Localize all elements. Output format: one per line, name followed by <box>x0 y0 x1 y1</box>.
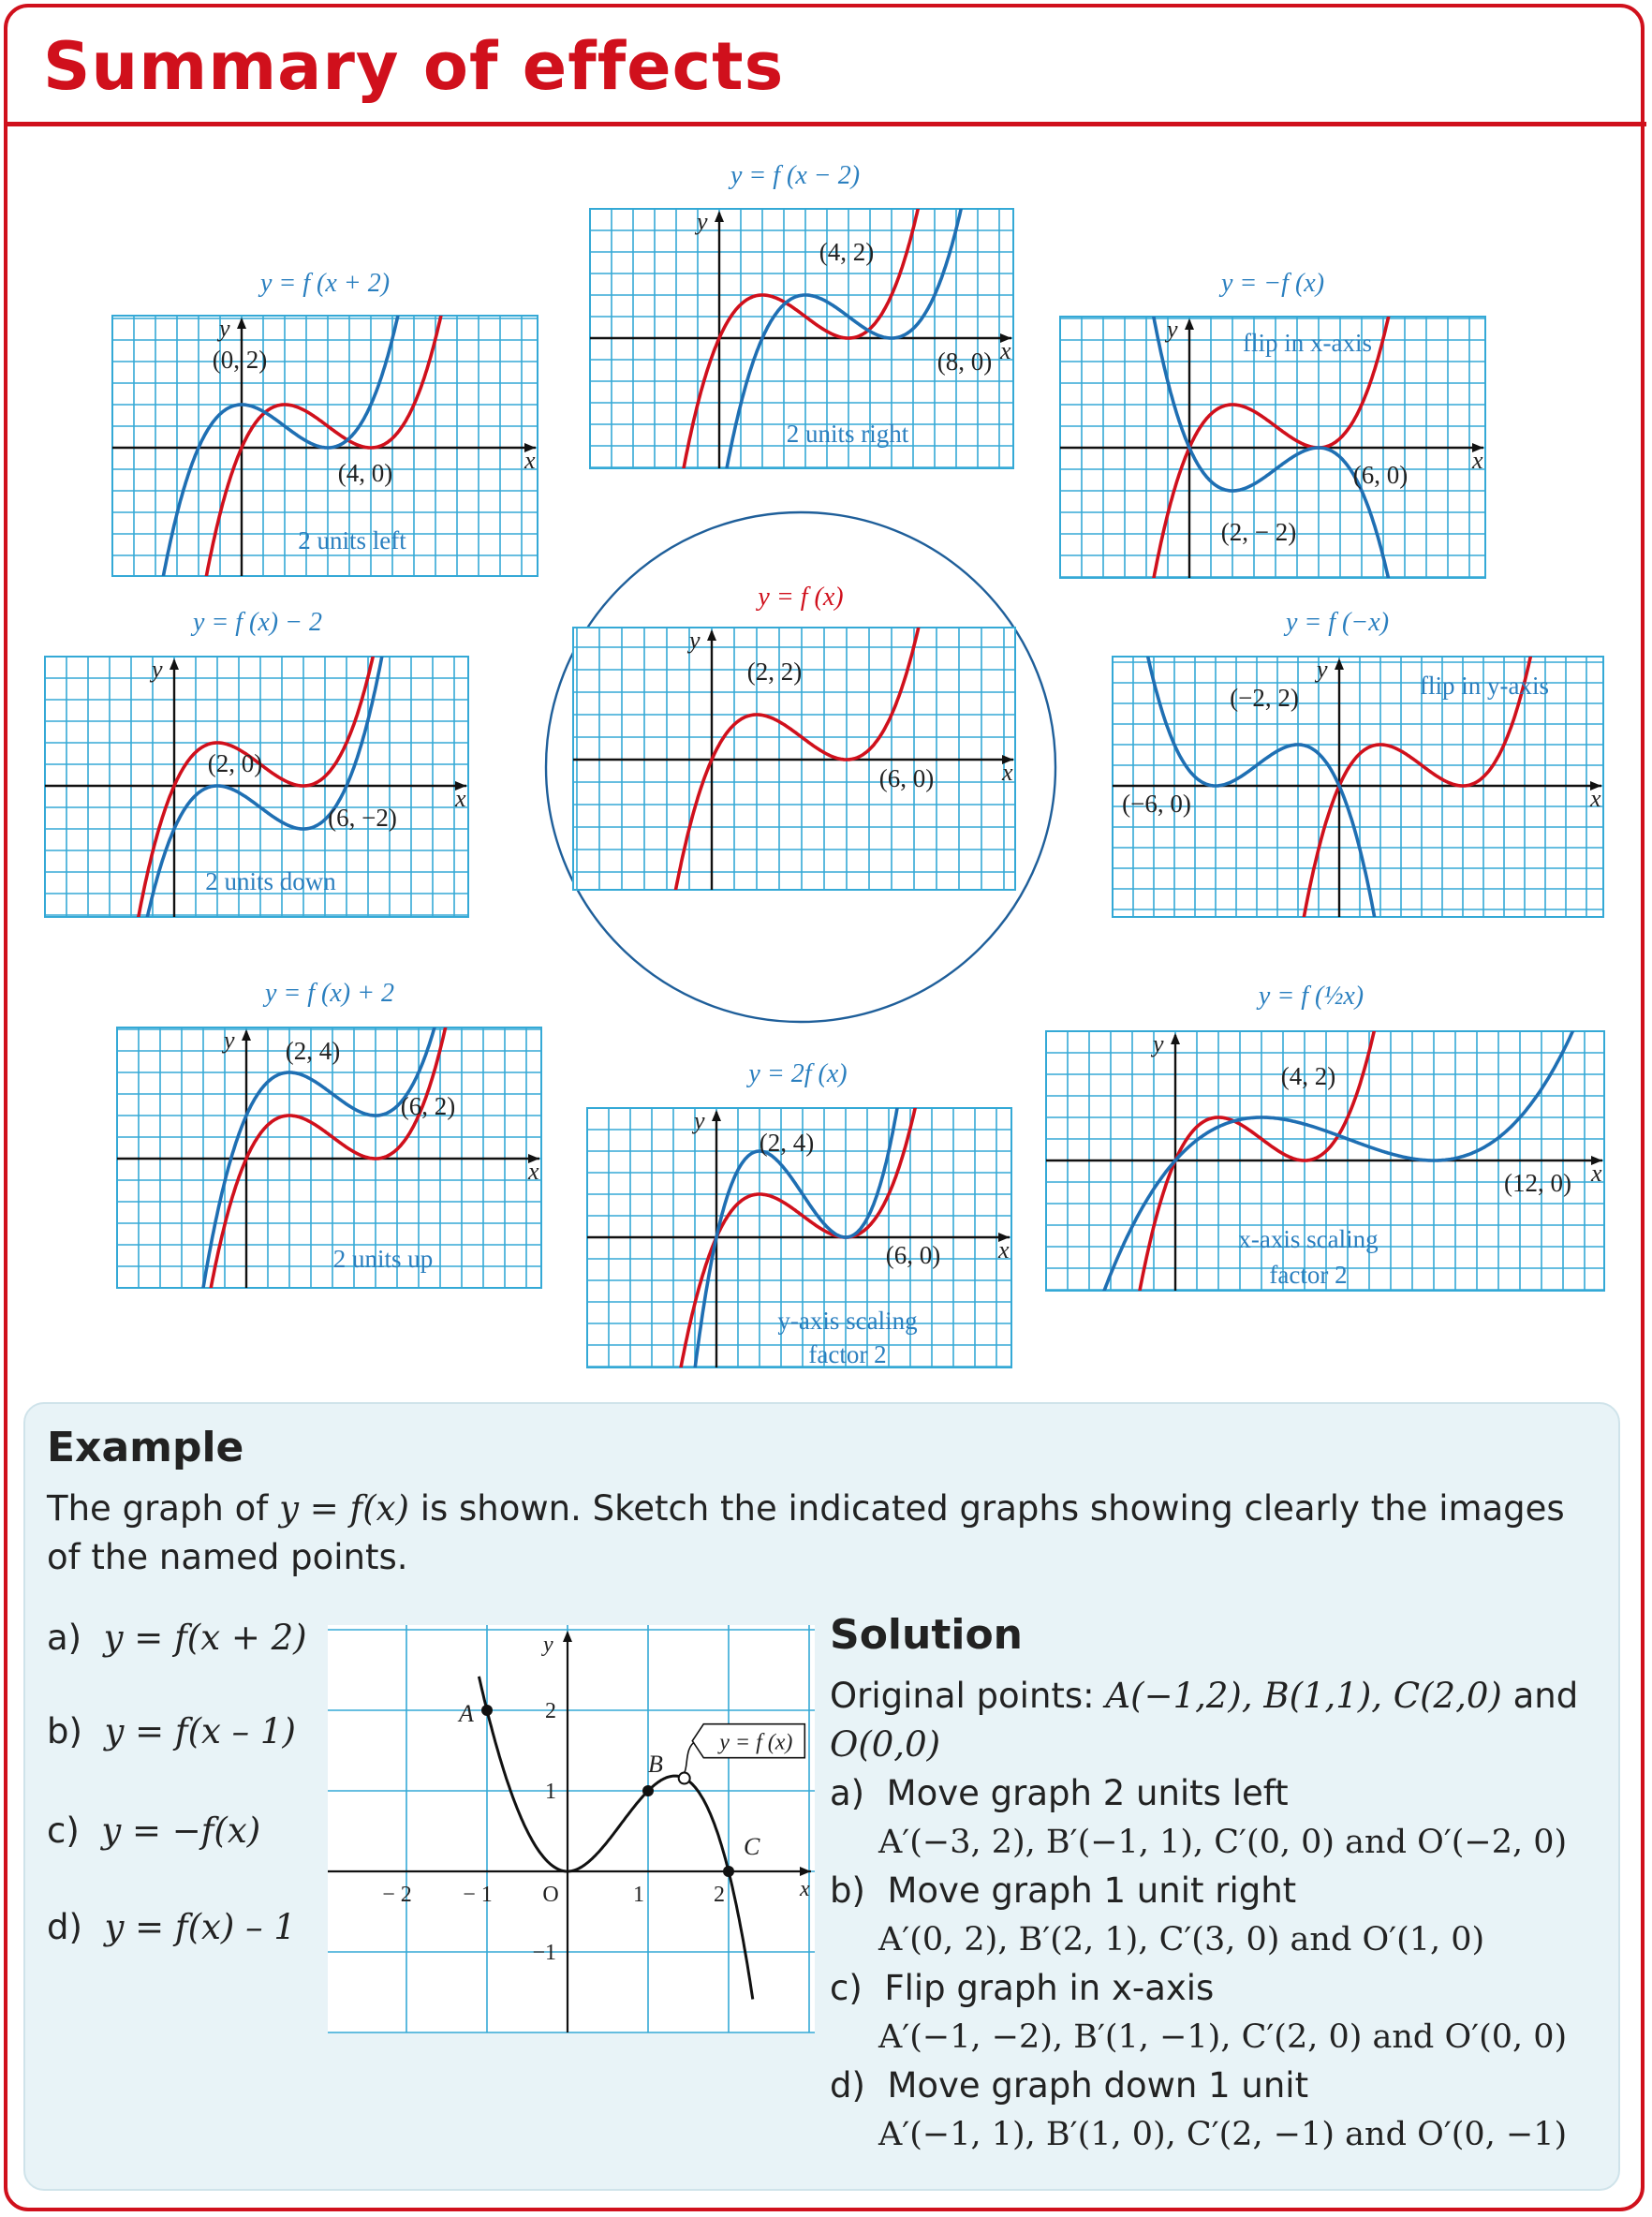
y-axis-label: y <box>1317 656 1328 683</box>
point-label: (12, 0) <box>1504 1169 1571 1197</box>
step-label: c) <box>830 1968 863 2008</box>
point-label: (6, −2) <box>328 804 397 832</box>
effect-note: flip in y-axis <box>1420 672 1549 700</box>
example-text-a: The graph of <box>47 1488 280 1529</box>
part-label: d) <box>47 1907 82 1947</box>
y-axis-label: y <box>694 1107 705 1134</box>
point-label: (6, 2) <box>400 1092 456 1120</box>
part-equation: y = f(x + 2) <box>103 1618 307 1658</box>
x-axis-label: x <box>524 447 536 474</box>
point-label: (−6, 0) <box>1122 790 1191 818</box>
step-text: Move graph 2 units left <box>886 1773 1289 1813</box>
solution-intro-text: Original points: <box>830 1676 1106 1716</box>
step-text: Move graph 1 unit right <box>887 1870 1297 1911</box>
label-anchor <box>679 1773 690 1784</box>
effect-note: x-axis scaling <box>1238 1225 1379 1253</box>
example-text-eq: y = f(x) <box>279 1488 409 1529</box>
point-label: (2, 2) <box>746 658 803 686</box>
step-label: b) <box>830 1870 865 1911</box>
part-equation: y = −f(x) <box>101 1811 261 1851</box>
y-tick-label: 1 <box>545 1780 556 1804</box>
y-axis-label: y <box>689 627 701 654</box>
solution-step <box>830 2062 1635 2110</box>
part-label: c) <box>47 1811 80 1851</box>
x-axis-label: x <box>1591 1160 1602 1187</box>
x-axis-label: x <box>1002 759 1013 786</box>
effect-note: y-axis scaling <box>777 1307 918 1335</box>
x-tick-label: O <box>542 1883 559 1907</box>
x-axis-label: x <box>998 1236 1010 1264</box>
solution-step <box>830 1964 1635 2013</box>
page-title: Summary of effects <box>43 28 785 105</box>
part-label: a) <box>47 1618 82 1658</box>
y-axis-label: y <box>152 656 163 683</box>
point-label: (4, 0) <box>337 459 393 487</box>
graph-paper <box>328 1625 815 2032</box>
part-label: b) <box>47 1711 82 1751</box>
example-text-b: is shown. Sketch the indicated graphs showing clearly the images of the named points. <box>47 1488 1565 1577</box>
panel-caption: y = f (½x) <box>1258 982 1364 1011</box>
x-axis-label: x <box>455 785 466 812</box>
example-title: Example <box>47 1424 244 1471</box>
point-label: (−2, 2) <box>1230 684 1299 712</box>
y-axis-label: y <box>543 1633 553 1657</box>
point-label: (2, 0) <box>207 749 263 777</box>
part-equation: y = f(x) – 1 <box>104 1907 296 1947</box>
effect-note: 2 units left <box>298 526 406 554</box>
x-tick-label: 1 <box>633 1883 644 1907</box>
point-label: (4, 2) <box>819 238 875 266</box>
panel-caption: y = f (x + 2) <box>259 269 391 298</box>
y-axis-label: y <box>224 1027 235 1054</box>
x-tick-label: − 1 <box>463 1883 493 1907</box>
solution-intro-points: A(−1,2), B(1,1), C(2,0) <box>1105 1676 1502 1716</box>
y-tick-label: −1 <box>532 1941 556 1965</box>
effect-note: 2 units right <box>786 420 909 448</box>
point-label: (2, − 2) <box>1220 518 1297 546</box>
point-label: (6, 0) <box>878 764 935 792</box>
solution-body <box>830 1672 1635 2159</box>
part-c <box>47 1811 260 1851</box>
panel-caption: y = f (x) <box>758 583 844 612</box>
point-label: (8, 0) <box>937 347 993 376</box>
point-label: (0, 2) <box>212 346 268 374</box>
x-axis-label: x <box>1000 337 1011 364</box>
step-points: A′(−1, 1), B′(1, 0), C′(2, −1) and O′(0, −1) <box>878 2116 1568 2153</box>
step-text: Move graph down 1 unit <box>887 2065 1309 2106</box>
effect-note: factor 2 <box>808 1340 887 1368</box>
y-tick-label: 2 <box>545 1699 556 1723</box>
point-label: (6, 0) <box>885 1241 941 1269</box>
point-label: (6, 0) <box>1352 461 1409 489</box>
point-label: (2, 4) <box>759 1129 815 1157</box>
example-graph <box>318 1625 824 2037</box>
point-label: C <box>744 1833 760 1860</box>
x-axis-label: x <box>528 1158 539 1185</box>
effect-note: 2 units down <box>205 867 336 895</box>
point-label: A <box>459 1700 474 1727</box>
y-axis-label: y <box>1153 1030 1164 1057</box>
point-label: (2, 4) <box>285 1037 341 1065</box>
step-points: A′(−1, −2), B′(1, −1), C′(2, 0) and O′(0, 0) <box>878 2018 1568 2056</box>
effect-note: 2 units up <box>332 1245 434 1273</box>
panel-caption: y = f (x) + 2 <box>264 979 395 1008</box>
solution-intro-and: and <box>1501 1676 1579 1716</box>
solution-intro-origin: O(0,0) <box>830 1724 941 1765</box>
x-axis-label: x <box>800 1877 810 1901</box>
solution-intro <box>830 1672 1635 1769</box>
solution-title: Solution <box>830 1611 1023 1659</box>
step-label: d) <box>830 2065 865 2106</box>
step-text: Flip graph in x-axis <box>884 1968 1215 2008</box>
part-equation: y = f(x – 1) <box>104 1711 296 1751</box>
point-c <box>723 1866 734 1877</box>
curve-label: y = f (x) <box>719 1730 793 1755</box>
panel-caption: y = f (x) − 2 <box>192 608 323 637</box>
x-tick-label: 2 <box>714 1883 725 1907</box>
step-points: A′(0, 2), B′(2, 1), C′(3, 0) and O′(1, 0) <box>878 1921 1485 1958</box>
panel-caption: y = f (x − 2) <box>730 161 861 190</box>
point-b <box>642 1785 654 1796</box>
panel-caption: y = f (−x) <box>1285 608 1390 637</box>
x-tick-label: − 2 <box>382 1883 412 1907</box>
part-a <box>47 1618 307 1658</box>
y-axis-label: y <box>697 208 708 235</box>
point-label: (4, 2) <box>1280 1062 1336 1090</box>
solution-step <box>830 1867 1635 1915</box>
point-a <box>481 1705 493 1716</box>
point-label: B <box>648 1751 663 1778</box>
effect-note: factor 2 <box>1269 1261 1348 1289</box>
step-label: a) <box>830 1773 865 1813</box>
example-text <box>47 1485 1583 1582</box>
solution-step <box>830 1769 1635 1818</box>
panel-caption: y = 2f (x) <box>748 1059 848 1088</box>
part-b <box>47 1711 296 1751</box>
x-axis-label: x <box>1472 447 1483 474</box>
x-axis-label: x <box>1590 785 1601 812</box>
part-d <box>47 1907 296 1947</box>
effect-note: flip in x-axis <box>1243 329 1372 357</box>
y-axis-label: y <box>1167 316 1178 343</box>
step-points: A′(−3, 2), B′(−1, 1), C′(0, 0) and O′(−2, 0) <box>878 1824 1568 1861</box>
y-axis-label: y <box>219 315 230 342</box>
panel-caption: y = −f (x) <box>1220 269 1325 298</box>
